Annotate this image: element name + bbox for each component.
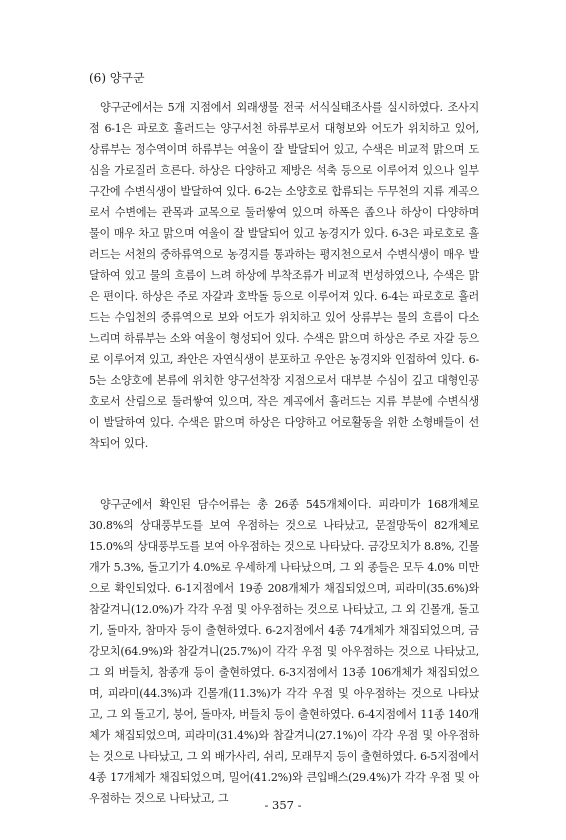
section-heading: (6) 양구군 [89, 71, 145, 85]
paragraph-site-description: 양구군에서는 5개 지점에서 외래생물 전국 서식실태조사를 실시하였다. 조사지점 6-1은 파로호 흘러드는 양구서천 하류부로서 대형보와 어도가 위치하고 있어, 상류부는 정수역이며 하류부는 여울이 잘 발달되어 있고, 수색은 비교적 맑으며 도심을 가로질러 흐른다. 하상은 다양하고 제방은 석축 등으로 이루어져 있으나 일부구간에 수변식생이 발달하여 있다. 6-2는 소양호로 합류되는 두무천의 지류 계곡으로서 수변에는 관목과 교목으로 둘러쌓여 있으며 하폭은 좁으나 하상이 다양하며 물이 매우 차고 맑으며 여울이 잘 발달되어 있고 농경지가 있다. 6-3은 파로호로 흘러드는 서천의 중하류역으로 농경지를 통과하는 평지천으로서 수변식생이 매우 발달하여 있고 물의 흐름이 느려 하상에 부착조류가 비교적 번성하였으나, 수색은 맑은 편이다. 하상은 주로 자갈과 호박돌 등으로 이루어져 있다. 6-4는 파로호로 흘러드는 수입천의 중류역으로 보와 어도가 위치하고 있어 상류부는 물의 흐름이 다소 느리며 하류부는 소와 여울이 형성되어 있다. 수색은 맑으며 하상은 주로 자갈 등으로 이루어져 있고, 좌안은 자연식생이 분포하고 우안은 농경지와 인접하여 있다. 6-5는 소양호에 본류에 위치한 양구선착장 지점으로서 대부분 수심이 깊고 대형인공호로서 산림으로 둘러쌓여 있으며, 작은 계곡에서 흘러드는 지류 부분에 수변식생이 발달하여 있다. 수색은 맑으며 하상은 다양하고 어로활동을 위한 소형배들이 선착되어 있다. [89, 101, 479, 450]
paragraph-fish-survey: 양구군에서 확인된 담수어류는 총 26종 545개체이다. 피라미가 168개체로 30.8%의 상대풍부도를 보여 우점하는 것으로 나타났고, 문절망둑이 82개체로 15.0%의 상대풍부도를 보여 아우점하는 것으로 나타났다. 금강모치가 8.8%, 긴몰개가 5.3%, 돌고기가 4.0%로 우세하게 나타났으며, 그 외 종들은 모두 4.0% 미만으로 확인되었다. 6-1지점에서 19종 208개체가 채집되었으며, 피라미(35.6%)와 참갈겨니(12.0%)가 각각 우점 및 아우점하는 것으로 나타났고, 그 외 긴몰개, 돌고기, 돌마자, 참마자 등이 출현하였다. 6-2지점에서 4종 74개체가 채집되었으며, 금강모치(64.9%)와 참갈겨니(25.7%)이 각각 우점 및 아우점하는 것으로 나타났고, 그 외 버들치, 참종개 등이 출현하였다. 6-3지점에서 13종 106개체가 채집되었으며, 피라미(44.3%)과 긴몰개(11.3%)가 각각 우점 및 아우점하는 것으로 나타났고, 그 외 돌고기, 붕어, 돌마자, 버들치 등이 출현하였다. 6-4지점에서 11종 140개체가 채집되었으며, 피라미(31.4%)와 참갈겨니(27.1%)이 각각 우점 및 아우점하는 것으로 나타났고, 그 외 배가사리, 쉬리, 모래무지 등이 출현하였다. 6-5지점에서 4종 17개체가 채집되었으며, 밀어(41.2%)와 큰입배스(29.4%)가 각각 우점 및 아우점하는 것으로 나타났고, 그 [89, 498, 479, 805]
page-number: - 357 - [264, 798, 302, 812]
